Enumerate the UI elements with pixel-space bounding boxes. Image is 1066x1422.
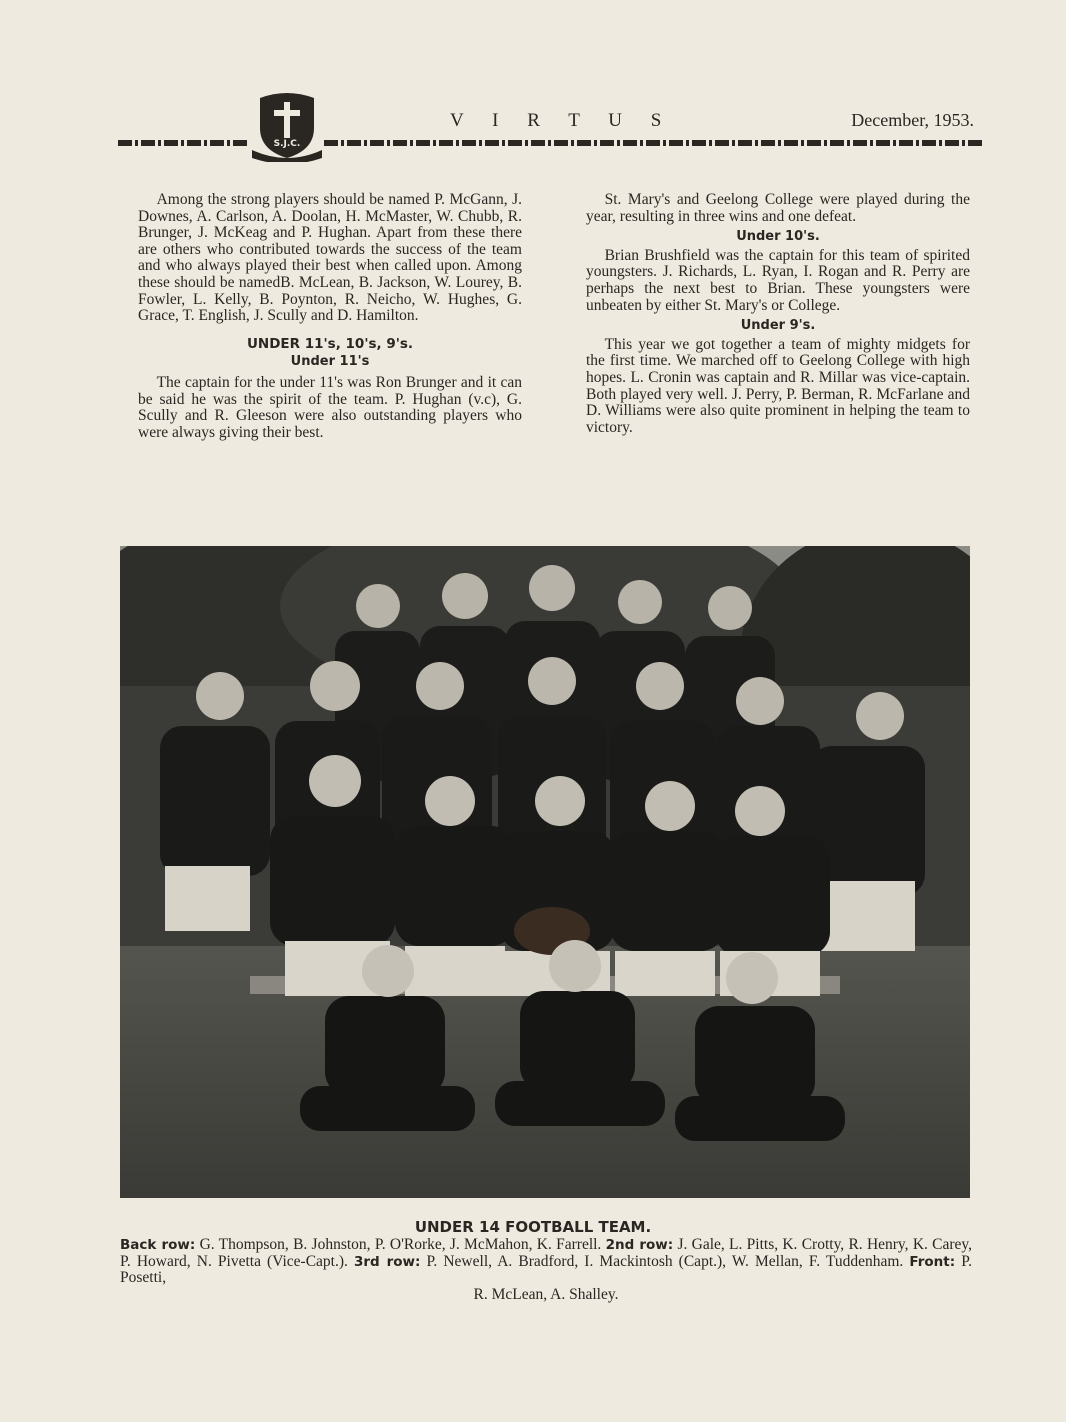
left-column (138, 192, 522, 441)
subheading-under-11: Under 11's (290, 354, 370, 370)
issue-date: December, 1953. (851, 110, 974, 130)
masthead-title: V I R T U S (450, 110, 674, 131)
back-row-label: Back row: (120, 1237, 196, 1253)
under-10-paragraph: Brian Brushfield was the captain for this team of spirited youngsters. J. Richards, L. Ryan, I. Rogan and R. Perry are perhaps the next best to Brian. These youngsters were unbeaten by either St. Mary's or College. (586, 246, 970, 314)
photo-caption-title: UNDER 14 FOOTBALL TEAM. (414, 1218, 652, 1236)
header-rule-left (118, 140, 250, 146)
third-row-names: P. Newell, A. Bradford, I. Mackintosh (Capt.), W. Mellan, F. Tuddenham. (426, 1252, 904, 1270)
back-row-names: G. Thompson, B. Johnston, P. O'Rorke, J. McMahon, K. Farrell. (199, 1236, 602, 1253)
front-row-names: P. Posetti, (120, 1252, 973, 1286)
right-column (586, 192, 970, 436)
third-row-label: 3rd row: (353, 1253, 421, 1270)
subheading-under-9: Under 9's. (740, 318, 816, 334)
front-row-names-continued: R. McLean, A. Shalley. (473, 1285, 619, 1303)
front-row-label: Front: (909, 1253, 956, 1270)
under-9-paragraph: This year we got together a team of mighty midgets for the first time. We marched off to Geelong College with high hopes. L. Cronin was captain and R. Millar was vice-captain. Both played very well. J. Perry, P. Berman, R. McFarlane and D. Williams were also quite prominent in helping the team to victory. (586, 335, 970, 436)
section-heading-under-11-10-9: UNDER 11's, 10's, 9's. (246, 335, 414, 352)
under-11-paragraph: The captain for the under 11's was Ron Brunger and it can be said he was the spirit of the team. P. Hughan (v.c), G. Scully and R. Gleeson were also outstanding players who were always giving their best. (138, 373, 522, 441)
header-rule-right (324, 140, 984, 146)
strong-players-paragraph: Among the strong players should be named P. McGann, J. Downes, A. Carlson, A. Doolan, H. McMaster, W. Chubb, R. Brunger, J. McKeag and P. Hughan. Apart from these there are others who contributed towards the success of the team and who always played their best when called upon. Among these should be namedB. McLean, B. Jackson, W. Lourey, B. Fowler, L. Kelly, B. Poynton, R. Neicho, W. Hughes, G. Grace, T. English, J. Scully and D. Hamilton. (138, 191, 522, 325)
results-paragraph: St. Mary's and Geelong College were played during the year, resulting in three wins and one defeat. (586, 191, 970, 225)
subheading-under-10: Under 10's. (736, 229, 820, 245)
svg-text:S.J.C.: S.J.C. (273, 139, 301, 149)
photo-caption (120, 1237, 972, 1303)
college-crest-logo (250, 88, 324, 162)
second-row-names: J. Gale, L. Pitts, K. Crotty, R. Henry, K. Carey, P. Howard, N. Pivetta (Vice-Capt.). (120, 1236, 973, 1270)
team-photograph (120, 546, 970, 1198)
second-row-label: 2nd row: (605, 1237, 674, 1253)
